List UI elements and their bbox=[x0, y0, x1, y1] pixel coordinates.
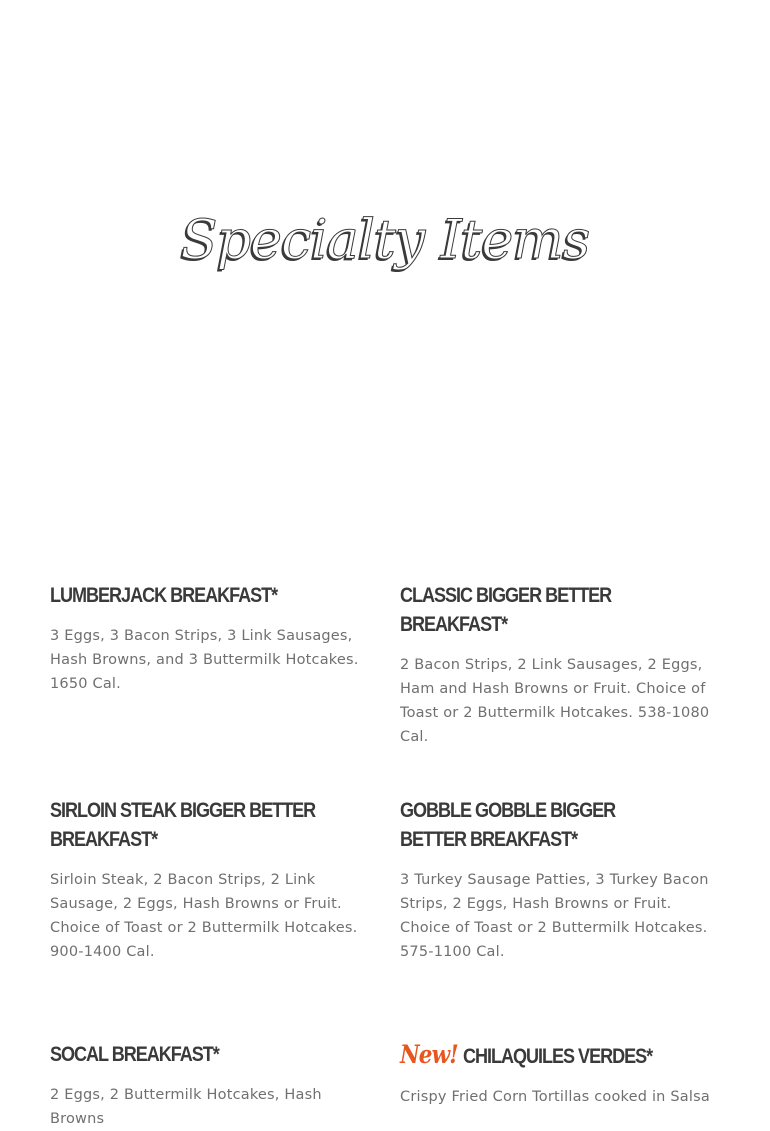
new-badge: New! bbox=[400, 1040, 458, 1069]
item-description: Crispy Fried Corn Tortillas cooked in Salsa bbox=[400, 1089, 710, 1105]
item-title: SOCAL BREAKFAST* bbox=[50, 1043, 219, 1066]
item-title: SIRLOIN STEAK BIGGER BETTER BREAKFAST* bbox=[50, 799, 316, 851]
item-title: LUMBERJACK BREAKFAST* bbox=[50, 584, 278, 607]
item-description: 2 Bacon Strips, 2 Link Sausages, 2 Eggs, Ham and Hash Browns or Fruit. Choice of Toast or 2 Buttermilk Hotcakes. 538-1080 Cal. bbox=[400, 657, 710, 745]
menu-item-sirloin-steak-bigger-better-breakfast[interactable] bbox=[50, 796, 370, 964]
item-title: GOBBLE GOBBLE BIGGER BETTER BREAKFAST* bbox=[400, 799, 616, 851]
menu-item-socal-breakfast[interactable] bbox=[50, 1040, 370, 1131]
menu-item-chilaquiles-verdes[interactable] bbox=[400, 1040, 720, 1109]
item-title-text: CHILAQUILES VERDES* bbox=[463, 1045, 653, 1068]
item-description: 2 Eggs, 2 Buttermilk Hotcakes, Hash Browns bbox=[50, 1087, 322, 1127]
menu-item-lumberjack-breakfast[interactable] bbox=[50, 581, 370, 696]
item-description: 3 Turkey Sausage Patties, 3 Turkey Bacon Strips, 2 Eggs, Hash Browns or Fruit. Choice of Toast or 2 Buttermilk Hotcakes. 575-1100 Cal. bbox=[400, 872, 709, 960]
section-title: Specialty Items bbox=[180, 208, 590, 271]
menu-item-classic-bigger-better-breakfast[interactable] bbox=[400, 581, 720, 749]
item-description: 3 Eggs, 3 Bacon Strips, 3 Link Sausages, Hash Browns, and 3 Buttermilk Hotcakes. 1650 Cal. bbox=[50, 628, 359, 692]
item-title bbox=[400, 1040, 720, 1071]
item-title: CLASSIC BIGGER BETTER BREAKFAST* bbox=[400, 584, 612, 636]
item-description: Sirloin Steak, 2 Bacon Strips, 2 Link Sausage, 2 Eggs, Hash Browns or Fruit. Choice of Toast or 2 Buttermilk Hotcakes. 900-1400 Cal. bbox=[50, 872, 358, 960]
menu-item-gobble-gobble-bigger-better-breakfast[interactable] bbox=[400, 796, 720, 964]
